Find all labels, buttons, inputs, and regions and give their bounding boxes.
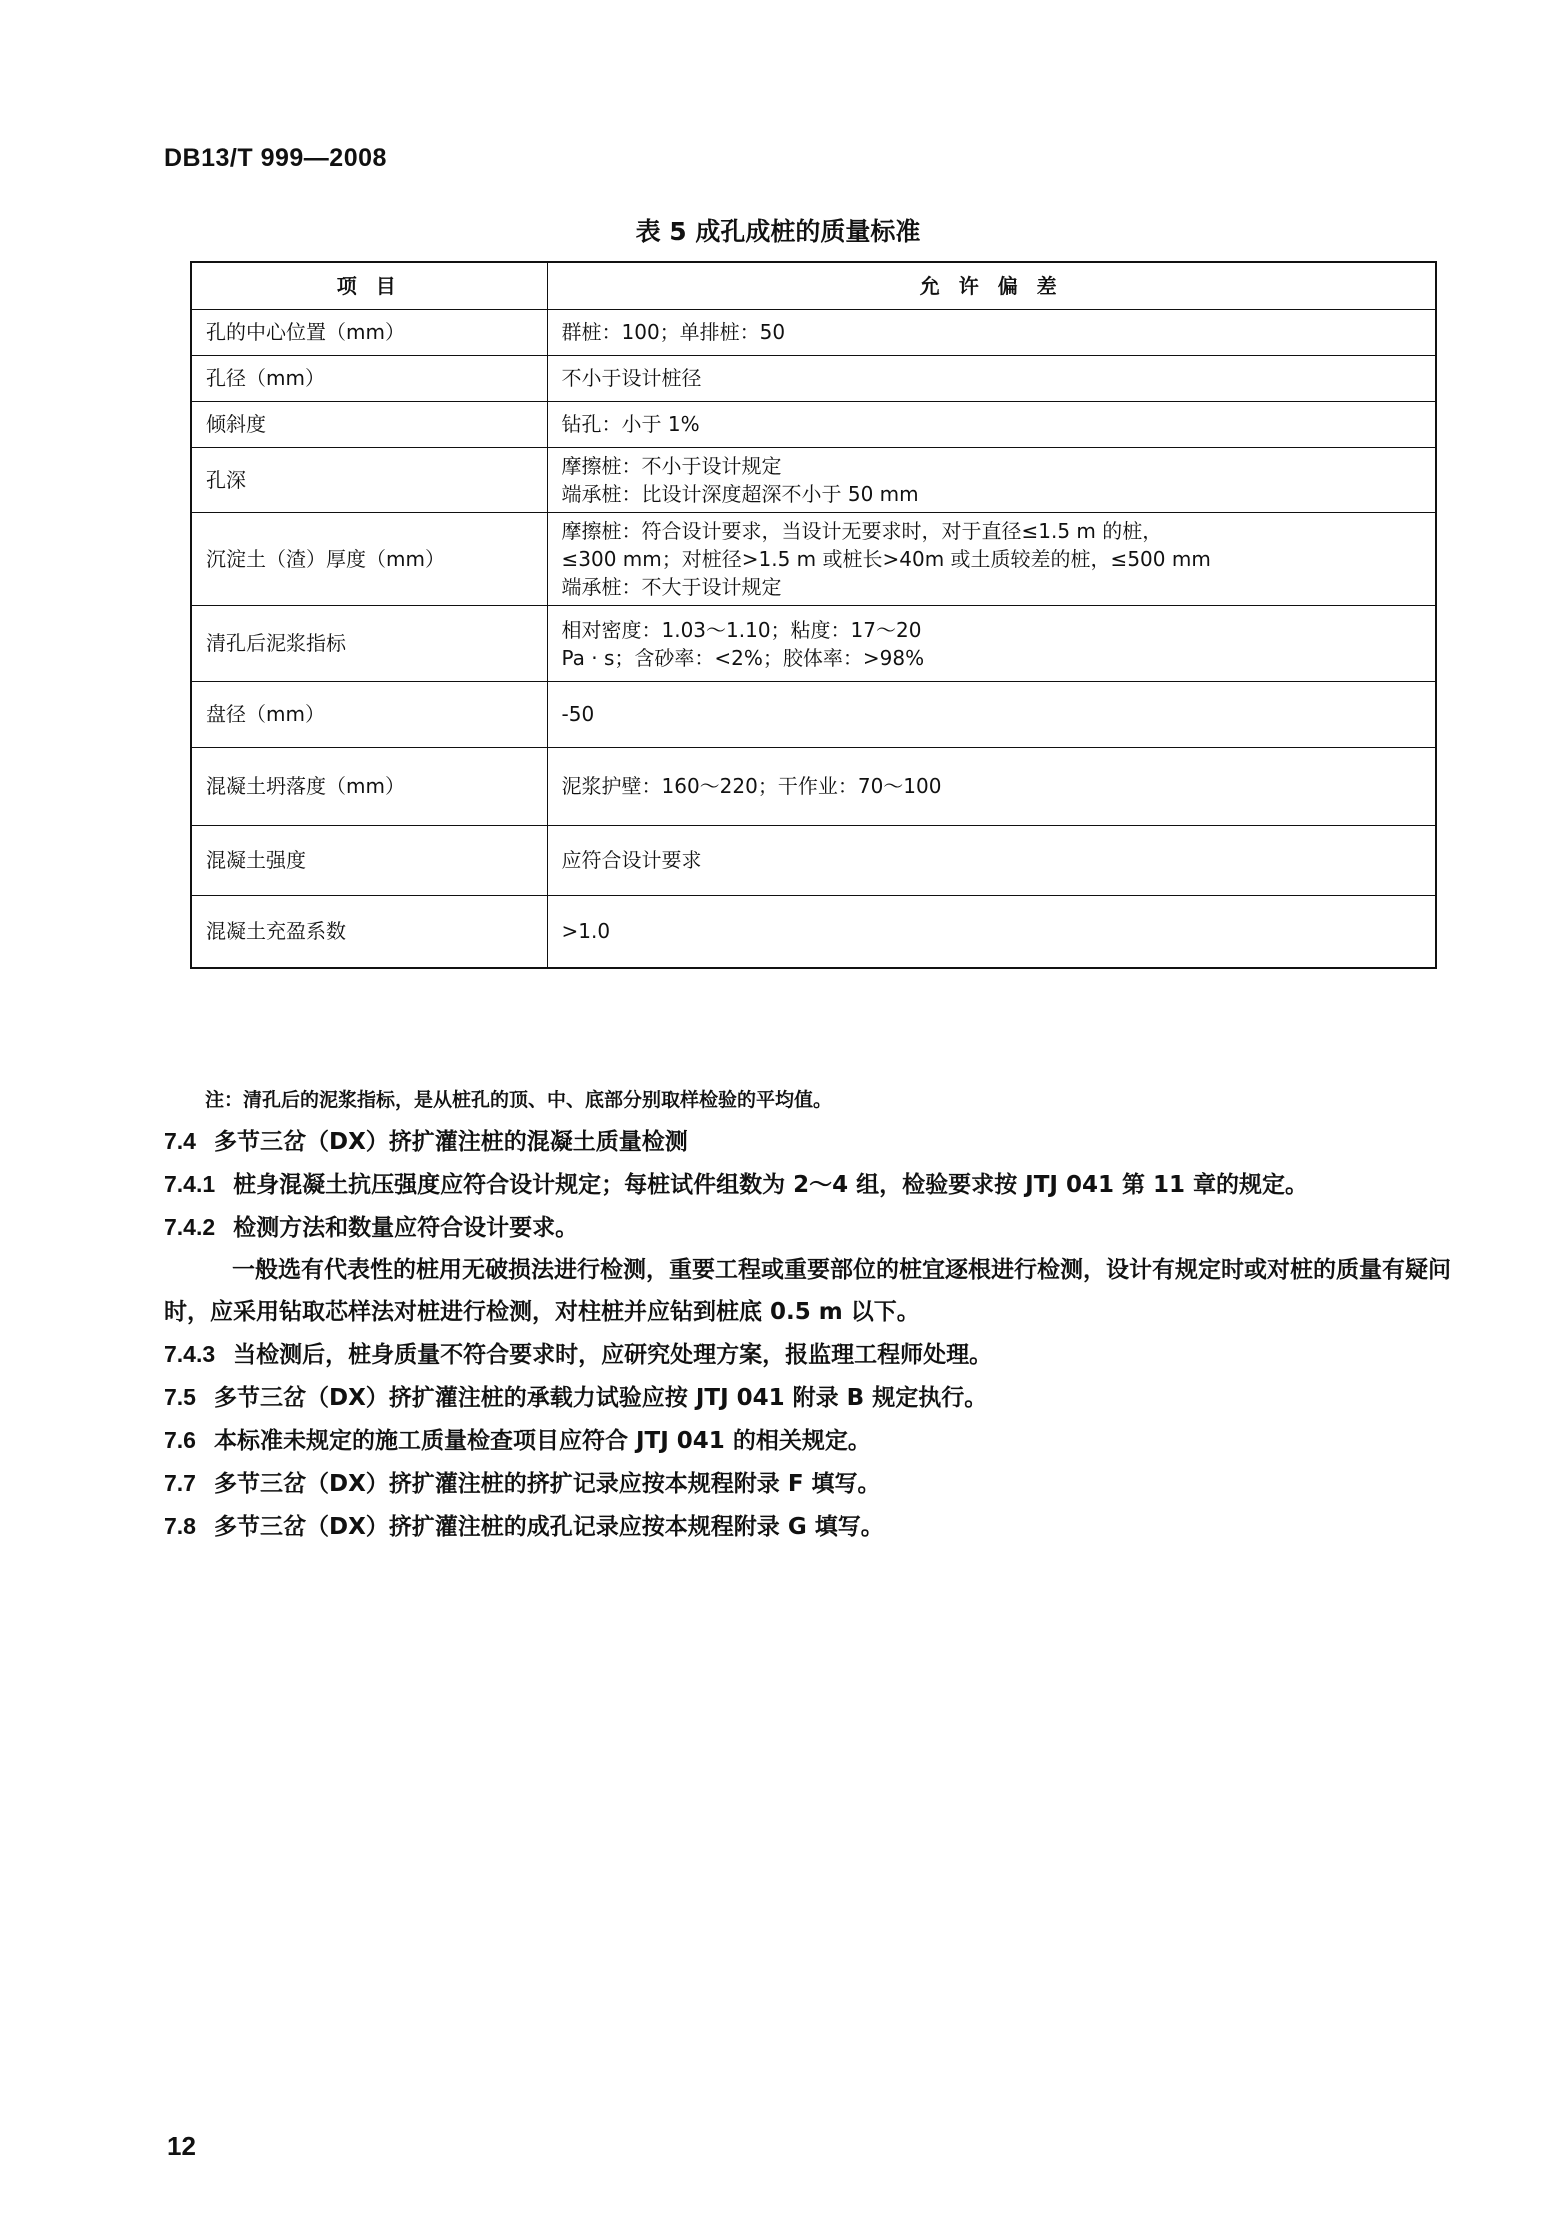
- table-row: [191, 606, 1436, 682]
- tolerance-cell: [547, 606, 1436, 682]
- tolerance-line: 应符合设计要求: [561, 848, 702, 872]
- column-header-item: 项 目: [191, 262, 547, 310]
- table-header-row: [191, 262, 1436, 310]
- table-title: 表 5 成孔成桩的质量标准: [635, 217, 921, 246]
- tolerance-cell: [547, 826, 1436, 896]
- item-cell: 沉淀土（渣）厚度（mm）: [191, 513, 547, 606]
- section-paragraph: 7.5 多节三岔（DX）挤扩灌注桩的承载力试验应按 JTJ 041 附录 B 规定执行。: [164, 1384, 988, 1411]
- tolerance-line: >1.0: [561, 918, 611, 943]
- table-row: [191, 748, 1436, 826]
- tolerance-line: 泥浆护壁：160～220；干作业：70～100: [561, 774, 942, 798]
- section-heading: 7.4 多节三岔（DX）挤扩灌注桩的混凝土质量检测: [164, 1128, 688, 1155]
- table-row: [191, 682, 1436, 748]
- tolerance-line: ≤300 mm；对桩径>1.5 m 或桩长>40m 或土质较差的桩，≤500 mm: [561, 547, 1211, 571]
- item-cell: 盘径（mm）: [191, 682, 547, 748]
- tolerance-line: 端承桩：比设计深度超深不小于 50 mm: [561, 482, 919, 506]
- item-cell: 孔深: [191, 448, 547, 513]
- table-row: [191, 826, 1436, 896]
- tolerance-line: 不小于设计桩径: [561, 366, 702, 390]
- item-cell: 混凝土坍落度（mm）: [191, 748, 547, 826]
- tolerance-cell: [547, 310, 1436, 356]
- section-paragraph: 7.7 多节三岔（DX）挤扩灌注桩的挤扩记录应按本规程附录 F 填写。: [164, 1470, 881, 1497]
- tolerance-line: -50: [561, 702, 595, 726]
- tolerance-cell: [547, 448, 1436, 513]
- tolerance-line: 摩擦桩：不小于设计规定: [561, 454, 782, 478]
- item-cell: 清孔后泥浆指标: [191, 606, 547, 682]
- item-cell: 孔径（mm）: [191, 356, 547, 402]
- table-row: [191, 513, 1436, 606]
- tolerance-cell: [547, 356, 1436, 402]
- column-header-tolerance: 允 许 偏 差: [547, 262, 1436, 310]
- tolerance-cell: [547, 896, 1436, 968]
- item-cell: 混凝土充盈系数: [191, 896, 547, 968]
- table-row: [191, 402, 1436, 448]
- page-number: 12: [167, 2131, 196, 2161]
- table-row: [191, 896, 1436, 968]
- item-cell: 倾斜度: [191, 402, 547, 448]
- tolerance-cell: [547, 513, 1436, 606]
- table-row: [191, 356, 1436, 402]
- section-list: [164, 1120, 1454, 1548]
- table-note: 注：清孔后的泥浆指标，是从桩孔的顶、中、底部分别取样检验的平均值。: [205, 1089, 833, 1111]
- section-paragraph: 7.8 多节三岔（DX）挤扩灌注桩的成孔记录应按本规程附录 G 填写。: [164, 1513, 884, 1540]
- tolerance-line: 相对密度：1.03～1.10；粘度：17～20: [561, 617, 922, 642]
- section-paragraph: 7.4.1 桩身混凝土抗压强度应符合设计规定；每桩试件组数为 2～4 组，检验要求按 JTJ 041 第 11 章的规定。: [164, 1171, 1309, 1198]
- document-code: DB13/T 999—2008: [164, 144, 387, 172]
- tolerance-cell: [547, 402, 1436, 448]
- table-row: [191, 448, 1436, 513]
- quality-standard-table: [190, 261, 1437, 969]
- item-cell: 混凝土强度: [191, 826, 547, 896]
- tolerance-cell: [547, 748, 1436, 826]
- section-paragraph: 7.4.3 当检测后，桩身质量不符合要求时，应研究处理方案，报监理工程师处理。: [164, 1341, 993, 1368]
- section-paragraph: 7.4.2 检测方法和数量应符合设计要求。: [164, 1214, 579, 1241]
- tolerance-line: Pa · s；含砂率：<2%；胶体率：>98%: [561, 645, 925, 670]
- table-row: [191, 310, 1436, 356]
- item-cell: 孔的中心位置（mm）: [191, 310, 547, 356]
- tolerance-line: 钻孔：小于 1%: [561, 412, 700, 436]
- section-paragraph: 7.6 本标准未规定的施工质量检查项目应符合 JTJ 041 的相关规定。: [164, 1427, 871, 1454]
- tolerance-line: 端承桩：不大于设计规定: [561, 575, 782, 599]
- section-paragraph: 一般选有代表性的桩用无破损法进行检测，重要工程或重要部位的桩宜逐根进行检测，设计有规定时或对桩的质量有疑问时，应采用钻取芯样法对桩进行检测，对柱桩并应钻到桩底 0.5 m 以下。: [164, 1257, 1451, 1325]
- tolerance-line: 群桩：100；单排桩：50: [561, 320, 786, 344]
- tolerance-cell: [547, 682, 1436, 748]
- tolerance-line: 摩擦桩：符合设计要求，当设计无要求时，对于直径≤1.5 m 的桩，: [561, 519, 1163, 543]
